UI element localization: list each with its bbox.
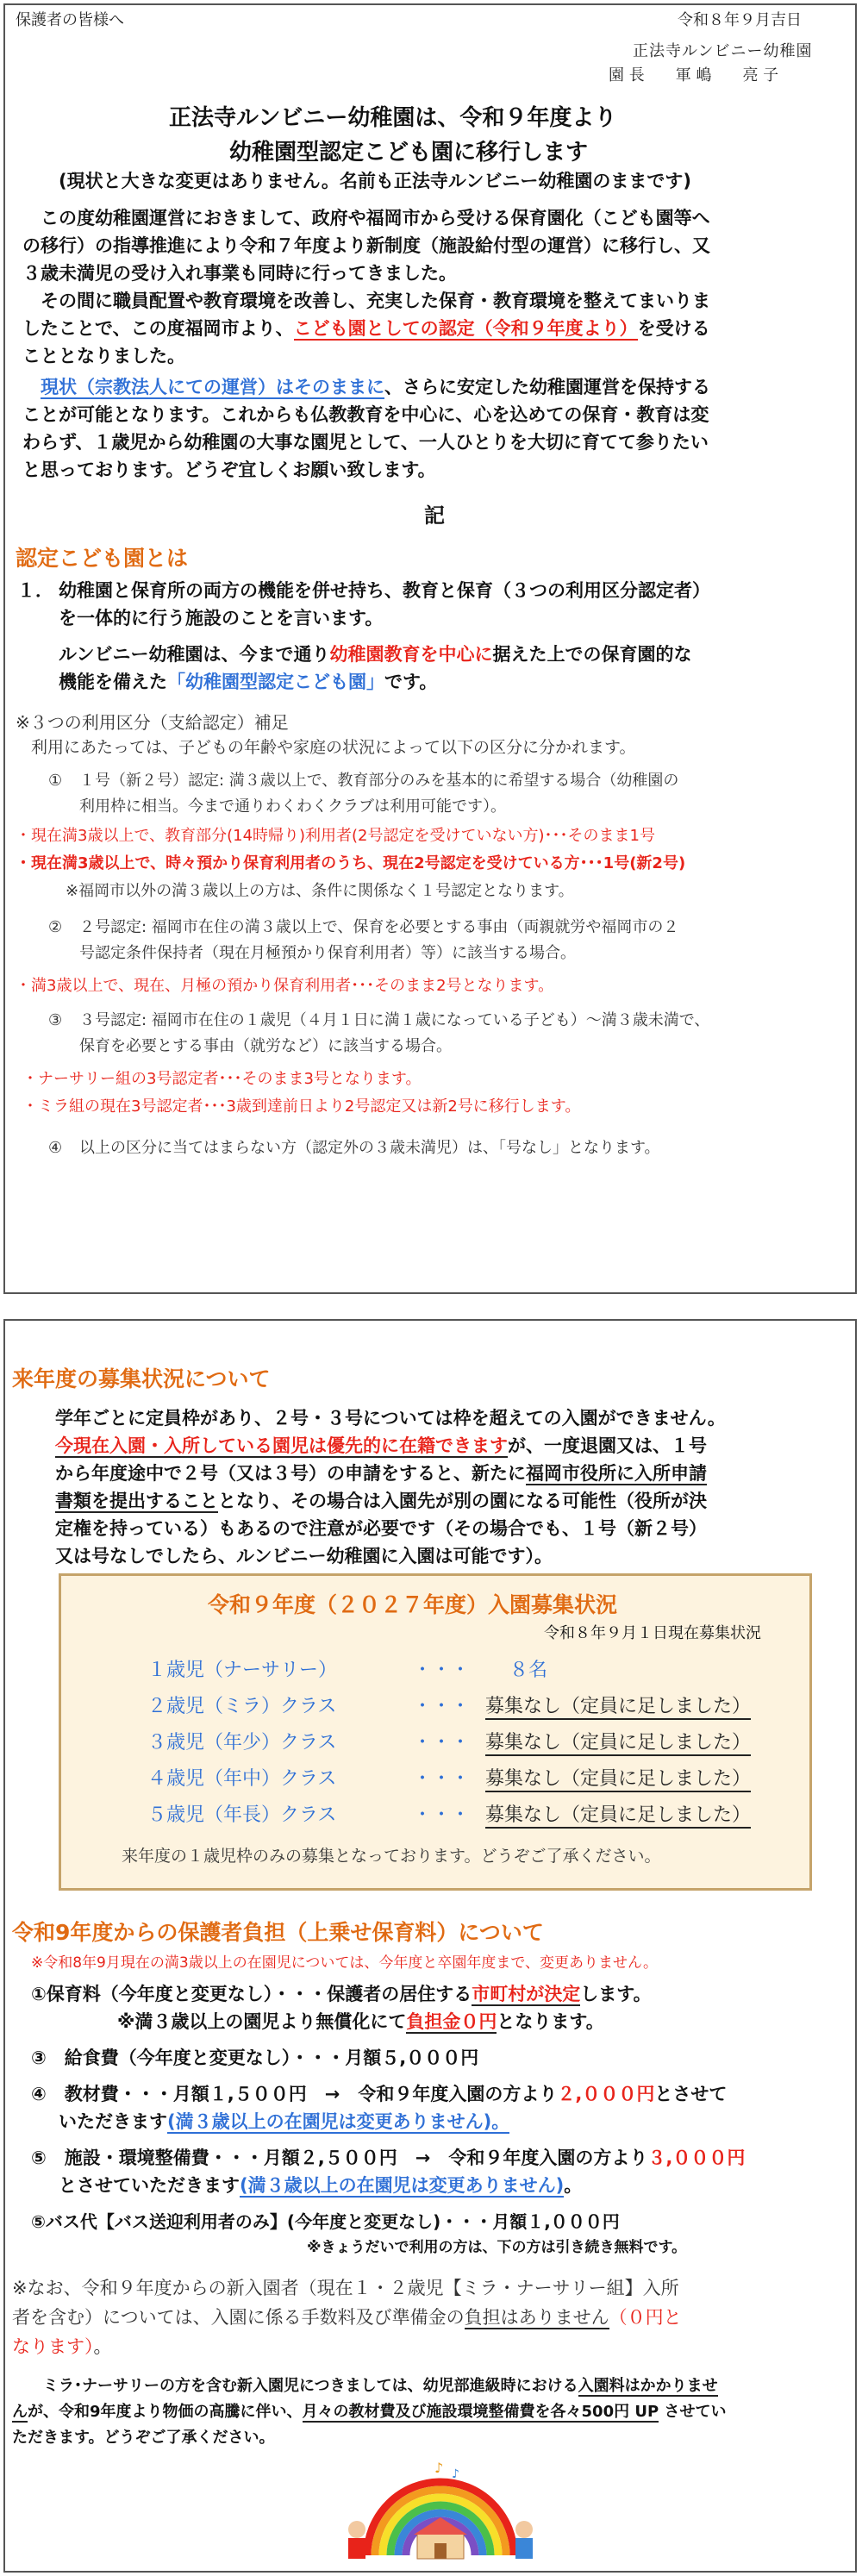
letter-date: 令和８年９月吉日 [678,11,802,29]
recruit-row: ３歳児（年少）クラス [147,1732,337,1754]
intro-line-1: この度幼稚園運営におきまして、政府や福岡市から受ける保育園化（こども園等へ [22,208,710,228]
fee-item-facility: ⑤ 施設・環境整備費・・・月額２,５００円 → 令和９年度入園の方より３,０００円 [31,2148,746,2168]
title-line-2: 幼稚園型認定こども園に移行します [229,140,589,166]
intro-line-5: したことで、この度福岡市より、こども園としての認定（令和９年度より）を受ける [22,318,710,339]
box-date: 令和８年９月１日現在募集状況 [544,1624,761,1642]
price-note-line-3: ただきます。どうぞご了承ください。 [12,2429,275,2447]
new-entrant-line-1: ※なお、令和９年度からの新入園者（現在１・２歳児【ミラ・ナーサリー組】入所 [12,2278,679,2298]
title-subtitle: (現状と大きな変更はありません。名前も正法寺ルンビニー幼稚園のままです) [59,171,691,191]
recruit-line-2: 今現在入園・入所している園児は優先的に在籍できますが、一度退園又は、１号 [55,1435,707,1456]
recruit-line-6: 又は号なしでしたら、ルンビニー幼稚園に入園は可能です）。 [55,1546,553,1566]
fee-item-materials-2: いただきます(満３歳以上の在園児は変更ありません)。 [59,2111,510,2132]
letter-sheet-2 [3,1319,857,2573]
para2-line-1: 現状（宗教法人にての運営）はそのままに、さらに安定した幼稚園運営を保持する [41,377,710,397]
cat2-red: ・満3歳以上で、現在、月極の預かり保育利用者･･･そのまま2号となります。 [16,977,554,995]
greeting: 保護者の皆様へ [16,11,124,29]
box-title: 令和９年度（２０２７年度）入園募集状況 [208,1592,618,1617]
cat1-note: ※福岡市以外の満３歳以上の方は、条件に関係なく１号認定となります。 [66,882,574,900]
note-title: ※３つの利用区分（支給認定）補足 [16,712,289,733]
letter-sheet-1 [3,3,857,1294]
intro-highlight: こども園としての認定（令和９年度より） [293,318,638,339]
cat2-text-1: ２号認定: 福岡市在住の満３歳以上で、保育を必要とする事由（両親就労や福岡市の２ [79,918,679,936]
box-note: 来年度の１歳児枠のみの募集となっております。どうぞご了承ください。 [122,1847,661,1866]
recruit-line-5: 定権を持っている）もあるので注意が必要です（その場合でも、１号（新２号） [55,1518,707,1539]
recruit-row: ５歳児（年長）クラス [147,1804,337,1826]
cat3-marker: ③ [48,1011,63,1029]
para2-line-3: わらず、１歳児から幼稚園の大事な園児として、一人ひとりを大切に育てて参りたい [22,432,709,453]
para2-line-2: ことが可能となります。これからも仏教教育を中心に、心を込めての保育・教育は変 [22,404,709,425]
item1-highlight-blue: 「幼稚園型認定こども園」 [167,672,384,692]
recruit-row: １歳児（ナーサリー） [147,1660,338,1681]
fee-item-lunch: ③ 給食費（今年度と変更なし）・・・月額５,０００円 [31,2048,479,2068]
svg-text:♪: ♪ [434,2460,444,2476]
recruit-row: ２歳児（ミラ）クラス [147,1696,337,1717]
fee-item-bus-note: ※きょうだいで利用の方は、下の方は引き続き無料です。 [307,2239,687,2256]
fee-item-facility-2: とさせていただきます(満３歳以上の在園児は変更ありません)。 [59,2175,583,2196]
item1-number: １． [17,580,53,601]
cat3-text-2: 保育を必要とする事由（就労など）に該当する場合。 [79,1037,452,1055]
recruit-highlight: 今現在入園・入所している園児は優先的に在籍できます [55,1435,508,1456]
cat1-marker: ① [48,772,63,790]
cat4-text: 以上の区分に当てはまらない方（認定外の３歳未満児）は、「号なし」となります。 [79,1139,660,1157]
intro-end: こととなりました。 [22,346,185,366]
new-entrant-line-3: なります）。 [12,2336,112,2357]
note-line: 利用にあたっては、子どもの年齢や家庭の状況によって以下の区分に分かれます。 [31,738,636,757]
section1-heading: 認定こども園とは [16,546,189,571]
svg-text:♪: ♪ [452,2467,459,2481]
fee-item-1-note: ※満３歳以上の園児より無償化にて負担金０円となります。 [117,2011,604,2032]
intro-line-3: ３歳未満児の受け入れ事業も同時に行ってきました。 [22,263,457,284]
ki-mark: 記 [424,503,445,528]
cat2-text-2: 号認定条件保持者（現在月極預かり保育利用者）等）に該当する場合。 [79,944,576,962]
cat1-red-2: ・現在満3歳以上で、時々預かり保育利用者のうち、現在2号認定を受けている方･･･1号(新2号) [16,854,686,872]
para2-highlight: 現状（宗教法人にての運営）はそのままに [41,377,384,397]
para2-line-4: と思っております。どうぞ宜しくお願い致します。 [22,460,436,480]
item1-line-4: 機能を備えた「幼稚園型認定こども園」です。 [59,672,438,692]
principal-name: 園 長 軍 嶋 亮 子 [609,66,779,84]
rainbow-illustration [341,2460,540,2571]
recruit-line-3: から年度途中で２号（又は３号）の申請をすると、新たに福岡市役所に入所申請 [55,1463,707,1484]
cat1-red-1: ・現在満3歳以上で、教育部分(14時帰り)利用者(2号認定を受けていない方)･･･そのまま1号 [16,827,655,845]
intro-line-2: の移行）の指導推進により令和７年度より新制度（施設給付型の運営）に移行し、又 [22,235,710,256]
cat1-text-1: １号（新２号）認定: 満３歳以上で、教育部分のみを基本的に希望する場合（幼稚園の [79,772,679,790]
title-line-1: 正法寺ルンビニー幼稚園は、令和９年度より [169,105,617,131]
org-name: 正法寺ルンビニー幼稚園 [633,42,813,60]
fee-item-materials: ④ 教材費・・・月額１,５００円 → 令和９年度入園の方より２,０００円とさせて [31,2084,728,2104]
item1-line-3: ルンビニー幼稚園は、今まで通り幼稚園教育を中心に据えた上での保育園的な [59,644,692,665]
recruit-status-box: 令和９年度（２０２７年度）入園募集状況 令和８年９月１日現在募集状況 １歳児（ナーサリー） ・・・ ８名 ２歳児（ミラ）クラス ・・・ 募集なし（定員に足しました） ３歳児（年少）クラス ・・・ 募集なし（定員に足しました） ４歳児（年中）クラス ・・・ 募集なし（定員に足しました） ５歳児（年長）クラス ・・・ 募集なし（定員に足しました） 来年度の１歳児枠のみの募集となっております。どうぞご了承ください。 [59,1573,812,1891]
recruit-line-1: 学年ごとに定員枠があり、２号・３号については枠を超えての入園ができません。 [55,1408,726,1429]
recruit-line-4: 書類を提出することとなり、その場合は入園先が別の園になる可能性（役所が決 [55,1491,707,1511]
section3-note: ※令和8年9月現在の満3歳以上の在園児については、今年度と卒園年度まで、変更ありません。 [31,1954,659,1972]
section2-heading: 来年度の募集状況について [12,1366,271,1391]
item1-line-2: を一体的に行う施設のことを言います。 [59,608,384,628]
price-note-line-2: んが、令和9年度より物価の高騰に伴い、月々の教材費及び施設環境整備費を各々500円 UP させてい [12,2403,727,2421]
cat2-marker: ② [48,918,63,936]
price-note-line-1: ミラ･ナーサリーの方を含む新入園児につきましては、幼児部進級時における入園料はかかりませ [12,2377,718,2395]
fee-item-1: ①保育料（今年度と変更なし）・・・保護者の居住する市町村が決定します。 [31,1984,652,2004]
fee-item-bus: ⑤バス代【バス送迎利用者のみ】(今年度と変更なし)・・・月額１,０００円 [31,2211,620,2232]
cat1-text-2: 利用枠に相当。今まで通りわくわくクラブは利用可能です）。 [79,797,506,816]
item1-highlight-red: 幼稚園教育を中心に [329,644,493,665]
item1-line-1: 幼稚園と保育所の両方の機能を併せ持ち、教育と保育（３つの利用区分認定者） [59,580,710,601]
intro-line-4: その間に職員配置や教育環境を改善し、充実した保育・教育環境を整えてまいりま [22,291,710,311]
section3-heading: 令和9年度からの保護者負担（上乗せ保育料）について [12,1920,544,1945]
cat3-text-1: ３号認定: 福岡市在住の１歳児（４月１日に満１歳になっている子ども）～満３歳未満で、 [79,1011,710,1029]
cat3-red-1: ・ナーサリー組の3号認定者･･･そのまま3号となります。 [22,1070,422,1088]
cat4-marker: ④ [48,1139,63,1157]
recruit-row: ４歳児（年中）クラス [147,1768,337,1790]
cat3-red-2: ・ミラ組の現在3号認定者･･･3歳到達前日より2号認定又は新2号に移行します。 [22,1097,581,1116]
new-entrant-line-2: 者を含む）については、入園に係る手数料及び準備金の負担はありません（０円と [12,2307,682,2328]
